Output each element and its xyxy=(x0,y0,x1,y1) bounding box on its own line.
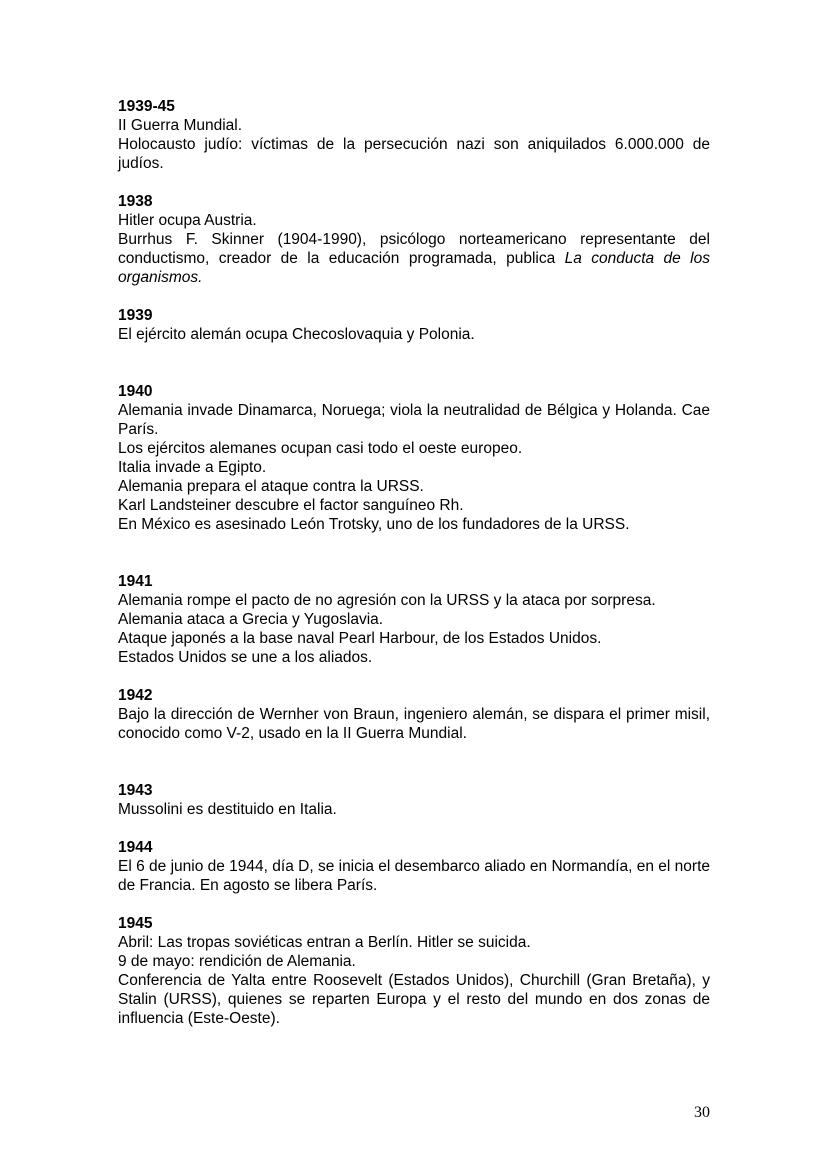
entry-line: Italia invade a Egipto. xyxy=(118,459,267,476)
entry-1938 xyxy=(118,192,710,287)
entry-line: Bajo la dirección de Wernher von Braun, ingeniero alemán, se dispara el primer misil, conocido como V-2, usado en la II Guerra Mundial. xyxy=(118,706,710,742)
entry-1944 xyxy=(118,838,710,895)
entry-line: Holocausto judío: víctimas de la persecución nazi son aniquilados 6.000.000 de judíos. xyxy=(118,136,710,172)
entry-line: Conferencia de Yalta entre Roosevelt (Estados Unidos), Churchill (Gran Bretaña), y Stalin (URSS), quienes se reparten Europa y el resto del mundo en dos zonas de influencia (Este-Oeste). xyxy=(118,972,710,1027)
timeline xyxy=(118,97,710,1028)
entry-1942 xyxy=(118,686,710,743)
entry-line: Mussolini es destituido en Italia. xyxy=(118,801,337,818)
year-heading: 1938 xyxy=(118,193,153,210)
year-heading: 1944 xyxy=(118,839,153,856)
entry-line: Los ejércitos alemanes ocupan casi todo el oeste europeo. xyxy=(118,440,523,457)
entry-line: Alemania rompe el pacto de no agresión con la URSS y la ataca por sorpresa. xyxy=(118,592,656,609)
entry-line: Karl Landsteiner descubre el factor sanguíneo Rh. xyxy=(118,497,464,514)
book-title: La conducta de los organismos. xyxy=(118,250,710,286)
entry-line: Ataque japonés a la base naval Pearl Harbour, de los Estados Unidos. xyxy=(118,630,602,647)
year-heading: 1941 xyxy=(118,573,153,590)
entry-line: Alemania prepara el ataque contra la URSS. xyxy=(118,478,424,495)
entry-line: En México es asesinado León Trotsky, uno de los fundadores de la URSS. xyxy=(118,516,630,533)
year-heading: 1939 xyxy=(118,307,153,324)
entry-text: Burrhus F. Skinner (1904-1990), psicólogo norteamericano representante del conductismo, creador de la educación programada, publica xyxy=(118,231,710,267)
year-heading: 1940 xyxy=(118,383,153,400)
entry-1943 xyxy=(118,781,710,819)
entry-1945 xyxy=(118,914,710,1028)
entry-line: El ejército alemán ocupa Checoslovaquia y Polonia. xyxy=(118,326,475,343)
year-heading: 1943 xyxy=(118,782,153,799)
entry-1939-45 xyxy=(118,97,710,173)
page-number: 30 xyxy=(694,1104,710,1121)
entry-line: Abril: Las tropas soviéticas entran a Berlín. Hitler se suicida. xyxy=(118,934,531,951)
entry-line xyxy=(118,230,710,287)
year-heading: 1942 xyxy=(118,687,153,704)
entry-line: II Guerra Mundial. xyxy=(118,117,243,134)
entry-1939 xyxy=(118,306,710,344)
entry-line: Alemania invade Dinamarca, Noruega; viola la neutralidad de Bélgica y Holanda. Cae París. xyxy=(118,402,710,438)
entry-line: Hitler ocupa Austria. xyxy=(118,212,257,229)
year-heading: 1939-45 xyxy=(118,98,175,115)
entry-line: Estados Unidos se une a los aliados. xyxy=(118,649,373,666)
entry-1941 xyxy=(118,572,710,667)
entry-line: El 6 de junio de 1944, día D, se inicia el desembarco aliado en Normandía, en el norte de Francia. En agosto se libera París. xyxy=(118,858,710,894)
entry-line: Alemania ataca a Grecia y Yugoslavia. xyxy=(118,611,384,628)
entry-1940 xyxy=(118,382,710,534)
entry-line: 9 de mayo: rendición de Alemania. xyxy=(118,953,356,970)
year-heading: 1945 xyxy=(118,915,153,932)
